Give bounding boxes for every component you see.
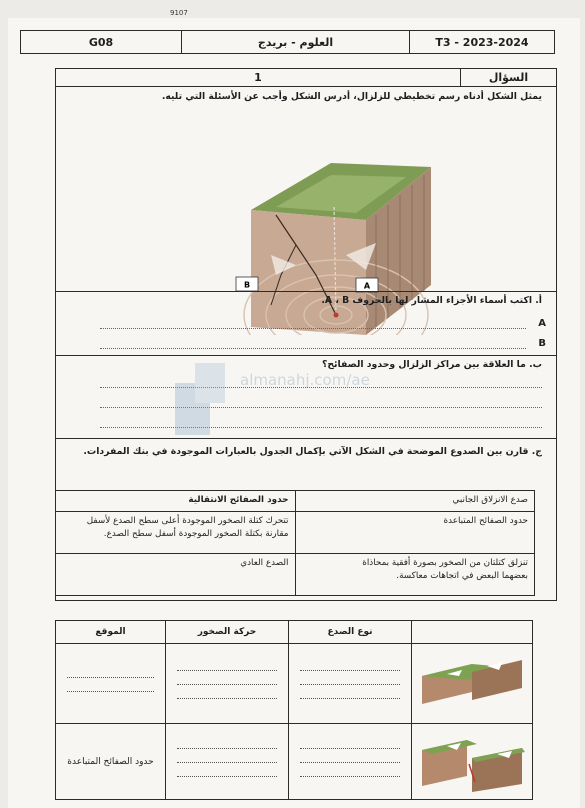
normal-fault-icon [417, 732, 527, 792]
bank-normal-fault: الصدع العادي [56, 553, 296, 595]
intro-text: يمثل الشكل أدناه رسم تخطيطي للزلزال، أدرس الشكل وأجب عن الأسئلة التي تليه. [161, 91, 542, 102]
question-label: السؤال [488, 71, 529, 84]
cmp-r2-location: حدود الصفائح المتباعدة [56, 724, 166, 800]
cmp-r1-motion[interactable] [166, 644, 289, 724]
answer-b-label: B [538, 338, 546, 349]
bank-normal-desc: تتحرك كتلة الصخور الموجودة أعلى سطح الصدع لأسفل مقارنة بكتلة الصخور الموجودة أسفل سطح الصدع. [56, 511, 296, 553]
subject-title: العلوم - بريدج [182, 31, 410, 53]
bank-transform: حدود الصفائح الانتقالية [56, 491, 296, 512]
part-b-line-3[interactable] [100, 427, 542, 428]
watermark-text: almanahj.com/ae [240, 371, 370, 389]
fault-image-2 [412, 724, 533, 800]
strike-slip-icon [417, 654, 527, 714]
fault-image-1 [412, 644, 533, 724]
cmp-header-fault: نوع الصدع [289, 621, 412, 644]
part-a-prompt: أ. اكتب أسماء الأجزاء المشار لها بالحروف A ، B. [321, 295, 542, 306]
cmp-r2-motion[interactable] [166, 724, 289, 800]
cmp-r1-fault[interactable] [289, 644, 412, 724]
part-b-line-2[interactable] [100, 407, 542, 408]
part-b-prompt: ب. ما العلاقة بين مراكز الزلزال وحدود الصفائح؟ [321, 359, 542, 370]
cmp-r2-fault[interactable] [289, 724, 412, 800]
exam-header [20, 30, 555, 54]
answer-b-line[interactable] [100, 348, 526, 349]
answer-a-line[interactable] [100, 328, 526, 329]
part-c-prompt: ج. قارن بين الصدوع الموضحة في الشكل الآتي بإكمال الجدول بالعبارات الموجودة في بنك المفردات. [83, 446, 542, 457]
question-number: 1 [56, 69, 461, 86]
diagram-label-b: B [243, 280, 251, 290]
cmp-header-motion: حركة الصخور [166, 621, 289, 644]
cmp-image-col [412, 621, 533, 644]
cmp-header-location: الموقع [56, 621, 166, 644]
cmp-r1-location[interactable] [56, 644, 166, 724]
bank-strike-slip-desc: تنزلق كتلتان من الصخور بصورة أفقية بمحاذاة بعضهما البعض في اتجاهات معاكسة. [295, 553, 535, 595]
word-bank-table [55, 490, 535, 596]
class-code: G08 [21, 31, 182, 53]
diagram-label-a: A [363, 281, 371, 291]
term-label: T3 - 2023-2024 [435, 35, 529, 49]
bank-divergent: حدود الصفائح المتباعدة [295, 511, 535, 553]
answer-a-label: A [538, 318, 546, 329]
top-code: 9107 [170, 9, 188, 17]
part-b-line-1[interactable] [100, 387, 542, 388]
compare-table [55, 620, 533, 800]
bank-strike-slip: صدع الانزلاق الجانبي [295, 491, 535, 512]
